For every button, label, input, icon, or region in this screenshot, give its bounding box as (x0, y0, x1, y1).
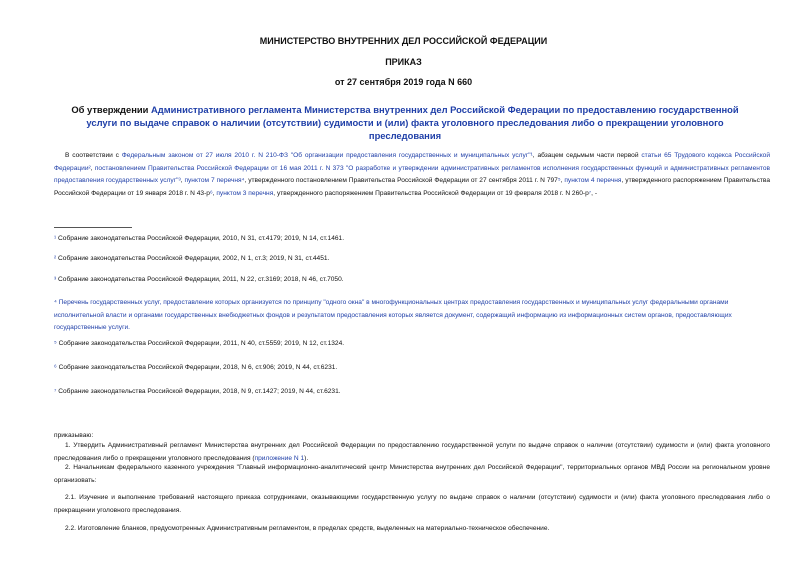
preamble-paragraph (54, 150, 770, 200)
footnote-ref[interactable]: ² (88, 164, 91, 172)
footnote-1 (54, 233, 770, 246)
item-2-1: 2.1. Изучение и выполнение требований настоящего приказа сотрудниками, оказывающими государственную услугу по выдаче справок о наличии (отсутствии) судимости и (или) факта уголовного преследования либо о прекращении уголовного преследования. (54, 494, 770, 514)
text: В соответствии с (65, 152, 122, 159)
page-title (55, 103, 755, 142)
text: , утвержденного постановлением Правительства Российской Федерации от 27 сентября 2011 г. N 797 (244, 177, 558, 184)
footnote-4 (54, 297, 770, 335)
link-item-4[interactable]: пунктом 4 перечня (564, 177, 622, 184)
footnote-2 (54, 253, 770, 266)
footnote-text: Собрание законодательства Российской Федерации, 2010, N 31, ст.4179; 2019, N 14, ст.1461. (58, 235, 345, 242)
text: , (180, 177, 185, 184)
link-item-3[interactable]: пунктом 3 перечня (216, 189, 274, 197)
footnote-text: Собрание законодательства Российской Федерации, 2018, N 9, ст.1427; 2019, N 44, ст.6231. (58, 388, 341, 395)
text: , утвержденного распоряжением Правительства Российской Федерации от 19 января 2018 г. N 43-р (54, 177, 771, 197)
footnote-marker: ² (54, 255, 57, 262)
footnote-text: Собрание законодательства Российской Федерации, 2011, N 40, ст.5559; 2019, N 12, ст.1324. (58, 340, 345, 347)
footnote-4-link[interactable]: Перечень государственных услуг, предоставление которых организуется по принципу "одного окна" в многофункциональных центрах предоставления государственных и муниципальных услуг федеральными органами исполнительной власти и органами государственных внебюджетных фондов и результатом предоставления которых является документ, содержащий информацию из информационных систем органов, предоставляющих государственные услуги. (54, 299, 732, 331)
item-2: 2. Начальникам федерального казенного учреждения "Главный информационно-аналитический центр Министерства внутренних дел Российской Федерации", территориальных органов МВД России на региональном уровне организовать: (54, 464, 770, 484)
footnote-ref[interactable]: ¹ (530, 152, 533, 159)
link-item-7[interactable]: пунктом 7 перечня (184, 177, 242, 184)
footnote-3 (54, 274, 770, 287)
footnote-5 (54, 338, 770, 351)
footnote-marker: ¹ (54, 235, 57, 242)
link-federal-law[interactable]: Федеральным законом от 27 июля 2010 г. N 210-ФЗ "Об организации предоставления государственных и муниципальных услуг" (121, 152, 531, 159)
link-resolution-373[interactable]: постановлением Правительства Российской Федерации от 16 мая 2011 г. N 373 "О разработке и утверждении административных регламентов исполнения государственных функций и административных регламентов предоставления государственных услуг" (54, 164, 770, 184)
doc-date: от 27 сентября 2019 года N 660 (334, 77, 473, 87)
footnote-marker: ⁶ (54, 364, 57, 371)
footnote-6 (54, 362, 770, 375)
text: , (560, 177, 565, 184)
footnote-marker: ⁷ (54, 388, 57, 395)
footnote-ref[interactable]: ⁵ (557, 177, 561, 184)
item-2-2: 2.2. Изготовление бланков, предусмотренных Административным регламентом, в пределах средств, выделенных на материально-техническое обеспечение. (65, 525, 550, 532)
footnote-ref[interactable]: ⁷ (588, 189, 592, 197)
footnote-text: Собрание законодательства Российской Федерации, 2018, N 6, ст.906; 2019, N 44, ст.6231. (58, 364, 338, 371)
link-labor-code[interactable]: статьи 65 Трудового кодекса Российской Федерации (54, 152, 771, 172)
text: , (212, 189, 217, 197)
footnote-7 (54, 386, 770, 399)
text: , утвержденного распоряжением Правительства Российской Федерации от 19 февраля 2018 г. N 260-р (273, 189, 589, 197)
title-link[interactable]: Административного регламента Министерства внутренних дел Российской Федерации по предоставлению государственной услуги по выдаче справок о наличии (отсутствии) судимости и (или) факта уголовного преследования либо о прекращении уголовного преследования (86, 104, 739, 141)
text: , абзацем седьмым части первой (532, 152, 642, 159)
footnote-ref[interactable]: ³ (178, 177, 181, 184)
footnote-text: Собрание законодательства Российской Федерации, 2011, N 22, ст.3169; 2018, N 46, ст.7050. (58, 276, 344, 283)
text: 1. Утвердить Административный регламент Министерства внутренних дел Российской Федерации по предоставлению государственной услуги по выдаче справок о наличии (отсутствии) судимости и (или) факта уголовного преследования либо о прекращении уголовного преследования ( (54, 442, 770, 462)
footnote-ref[interactable]: ⁶ (209, 189, 213, 197)
footnote-marker: ³ (54, 276, 57, 283)
footnote-ref[interactable]: ⁴ (241, 177, 245, 184)
footnote-separator (54, 227, 132, 228)
ministry-heading: МИНИСТЕРСТВО ВНУТРЕННИХ ДЕЛ РОССИЙСКОЙ ФЕДЕРАЦИИ (259, 36, 548, 46)
link-appendix-1[interactable]: приложение N 1 (254, 454, 305, 462)
footnote-marker: ⁵ (54, 340, 57, 347)
title-prefix: Об утверждении (71, 104, 151, 115)
doc-type: ПРИКАЗ (385, 57, 422, 67)
text: ). (304, 454, 309, 462)
footnote-text: Собрание законодательства Российской Федерации, 2002, N 1, ст.3; 2019, N 31, ст.4451. (58, 255, 330, 262)
text: , (90, 164, 95, 172)
footnote-marker: ⁴ (54, 299, 57, 306)
order-word: приказываю: (54, 432, 94, 439)
text: , - (591, 189, 598, 197)
